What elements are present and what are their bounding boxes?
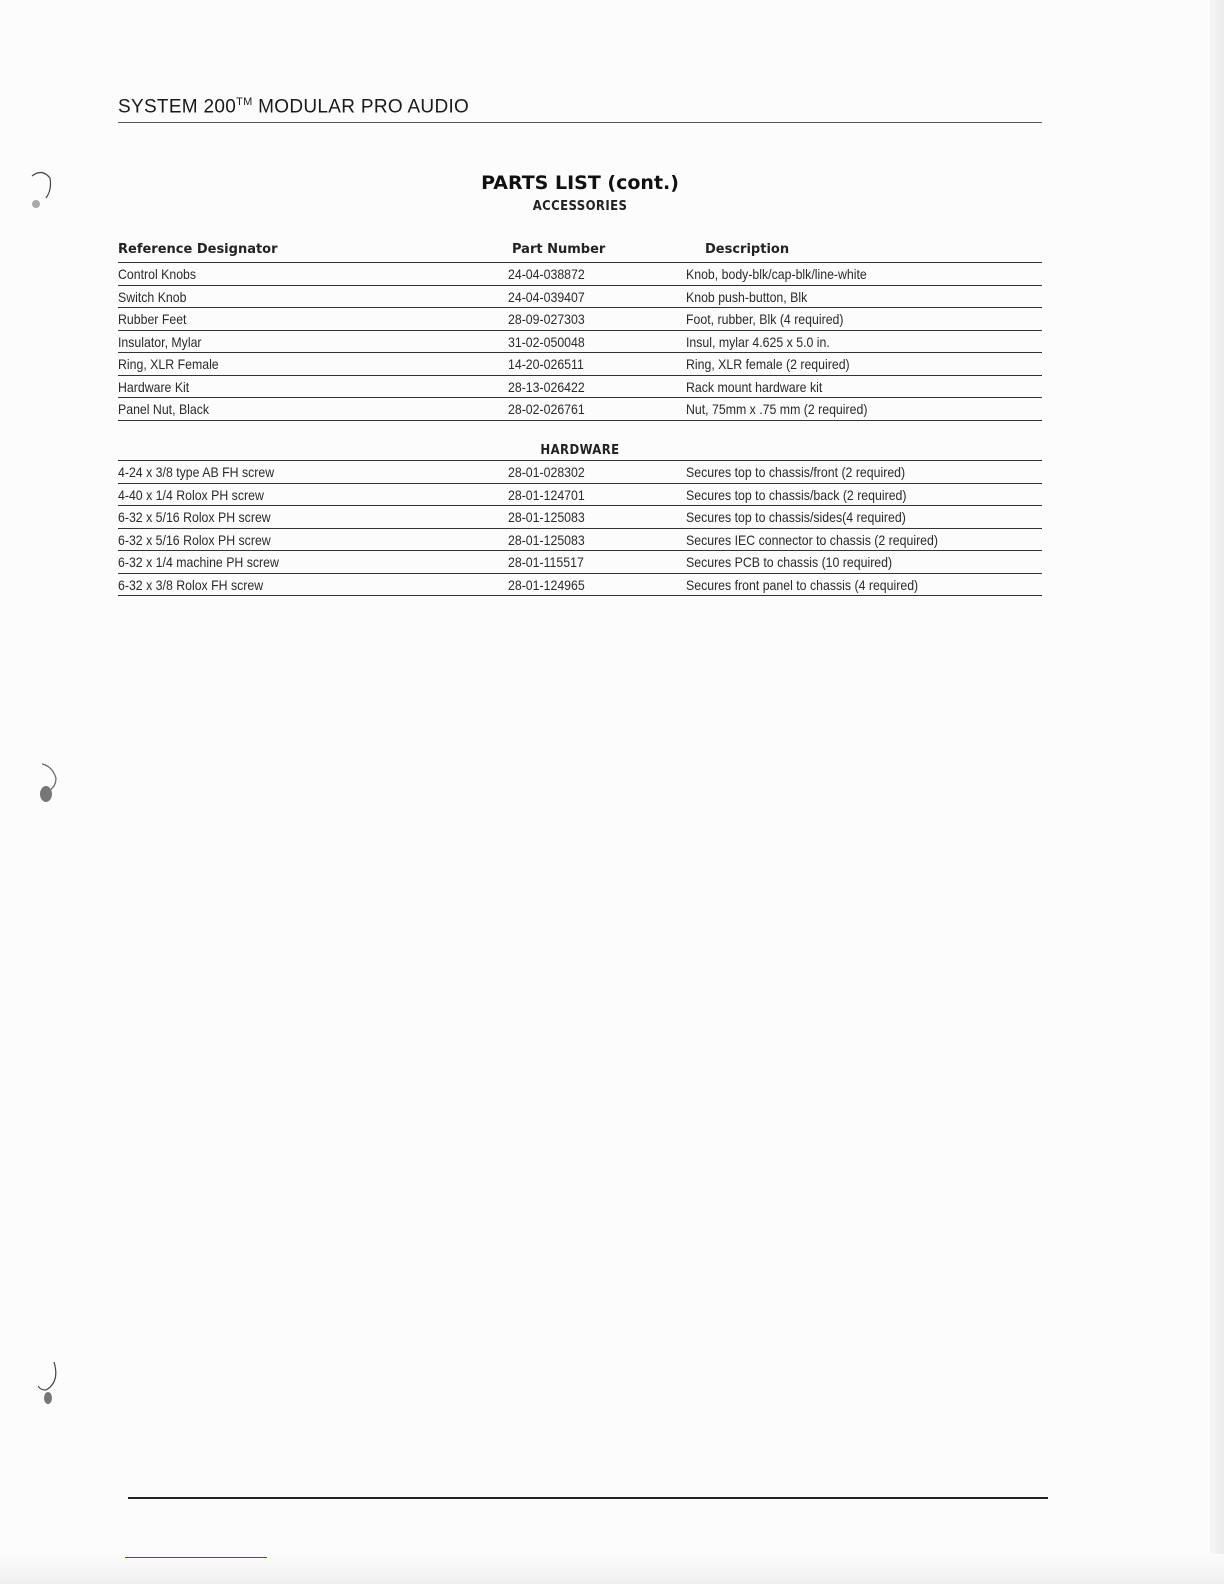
description-cell: Secures top to chassis/sides(4 required) [686, 509, 906, 525]
table-row [118, 529, 1042, 552]
description-cell: Secures top to chassis/front (2 required) [686, 464, 906, 480]
part-number-cell: 24-04-039407 [508, 288, 585, 305]
description-cell: Secures front panel to chassis (4 required) [686, 576, 919, 593]
part-number-cell: 28-01-115517 [508, 554, 584, 570]
table-row [118, 398, 1042, 421]
reference-cell: 6-32 x 1/4 machine PH screw [118, 554, 279, 570]
description-cell: Foot, rubber, Blk (4 required) [686, 311, 844, 327]
accessories-title: ACCESSORIES [532, 199, 628, 214]
header-rule [118, 122, 1042, 123]
description-cell: Ring, XLR female (2 required) [686, 356, 850, 372]
table-row [118, 262, 1042, 286]
description-cell: Rack mount hardware kit [686, 378, 823, 395]
table-row [118, 353, 1042, 376]
reference-cell: Switch Knob [118, 288, 187, 305]
footer-rule [128, 1497, 1048, 1499]
table-row [118, 551, 1042, 574]
description-cell: Insul, mylar 4.625 x 5.0 in. [686, 333, 830, 350]
reference-cell: 4-24 x 3/8 type AB FH screw [118, 464, 275, 480]
table-row [118, 484, 1042, 507]
table-row [118, 308, 1042, 331]
header-title [118, 96, 469, 118]
reference-cell: 4-40 x 1/4 Rolox PH screw [118, 486, 264, 503]
header-title-main: SYSTEM 200 [118, 96, 237, 118]
table-row [118, 376, 1042, 399]
part-number-cell: 28-01-125083 [508, 509, 585, 525]
reference-cell: Ring, XLR Female [118, 356, 219, 372]
reference-cell: Panel Nut, Black [118, 401, 210, 417]
column-header-description: Description [705, 242, 790, 257]
table-row [118, 331, 1042, 354]
scan-edge-right [1210, 0, 1224, 1584]
part-number-cell: 28-01-124701 [508, 486, 585, 503]
part-number-cell: 31-02-050048 [508, 333, 585, 350]
punch-hole-mark-middle [38, 760, 60, 802]
reference-cell: Control Knobs [118, 266, 197, 282]
part-number-cell: 24-04-038872 [508, 266, 585, 282]
column-header-reference: Reference Designator [118, 242, 278, 257]
reference-cell: 6-32 x 5/16 Rolox PH screw [118, 531, 271, 548]
part-number-cell: 14-20-026511 [508, 356, 584, 372]
header-title-rest: MODULAR PRO AUDIO [252, 96, 470, 118]
part-number-cell: 28-01-125083 [508, 531, 585, 548]
footer-blue-line [125, 1557, 267, 1558]
table-row [118, 574, 1042, 597]
punch-hole-mark-bottom [38, 1362, 60, 1404]
column-header-part-number: Part Number [512, 242, 606, 257]
description-cell: Secures PCB to chassis (10 required) [686, 554, 893, 570]
hardware-title: HARDWARE [540, 443, 620, 458]
part-number-cell: 28-01-028302 [508, 464, 585, 480]
part-number-cell: 28-13-026422 [508, 378, 585, 395]
table-row [118, 460, 1042, 484]
part-number-cell: 28-01-124965 [508, 576, 585, 593]
description-cell: Knob push-button, Blk [686, 288, 808, 305]
accessories-table [118, 262, 1042, 421]
reference-cell: 6-32 x 5/16 Rolox PH screw [118, 509, 271, 525]
description-cell: Secures top to chassis/back (2 required) [686, 486, 907, 503]
trademark-mark: TM [236, 96, 253, 108]
description-cell: Secures IEC connector to chassis (2 required) [686, 531, 938, 548]
document-title: PARTS LIST (cont.) [481, 172, 679, 194]
part-number-cell: 28-02-026761 [508, 401, 585, 417]
reference-cell: 6-32 x 3/8 Rolox FH screw [118, 576, 264, 593]
scan-edge-bottom [0, 1554, 1224, 1584]
reference-cell: Hardware Kit [118, 378, 190, 395]
description-cell: Knob, body-blk/cap-blk/line-white [686, 266, 867, 282]
description-cell: Nut, 75mm x .75 mm (2 required) [686, 401, 868, 417]
part-number-cell: 28-09-027303 [508, 311, 585, 327]
table-row [118, 286, 1042, 309]
hardware-table [118, 460, 1042, 596]
reference-cell: Insulator, Mylar [118, 333, 202, 350]
table-row [118, 506, 1042, 529]
reference-cell: Rubber Feet [118, 311, 187, 327]
